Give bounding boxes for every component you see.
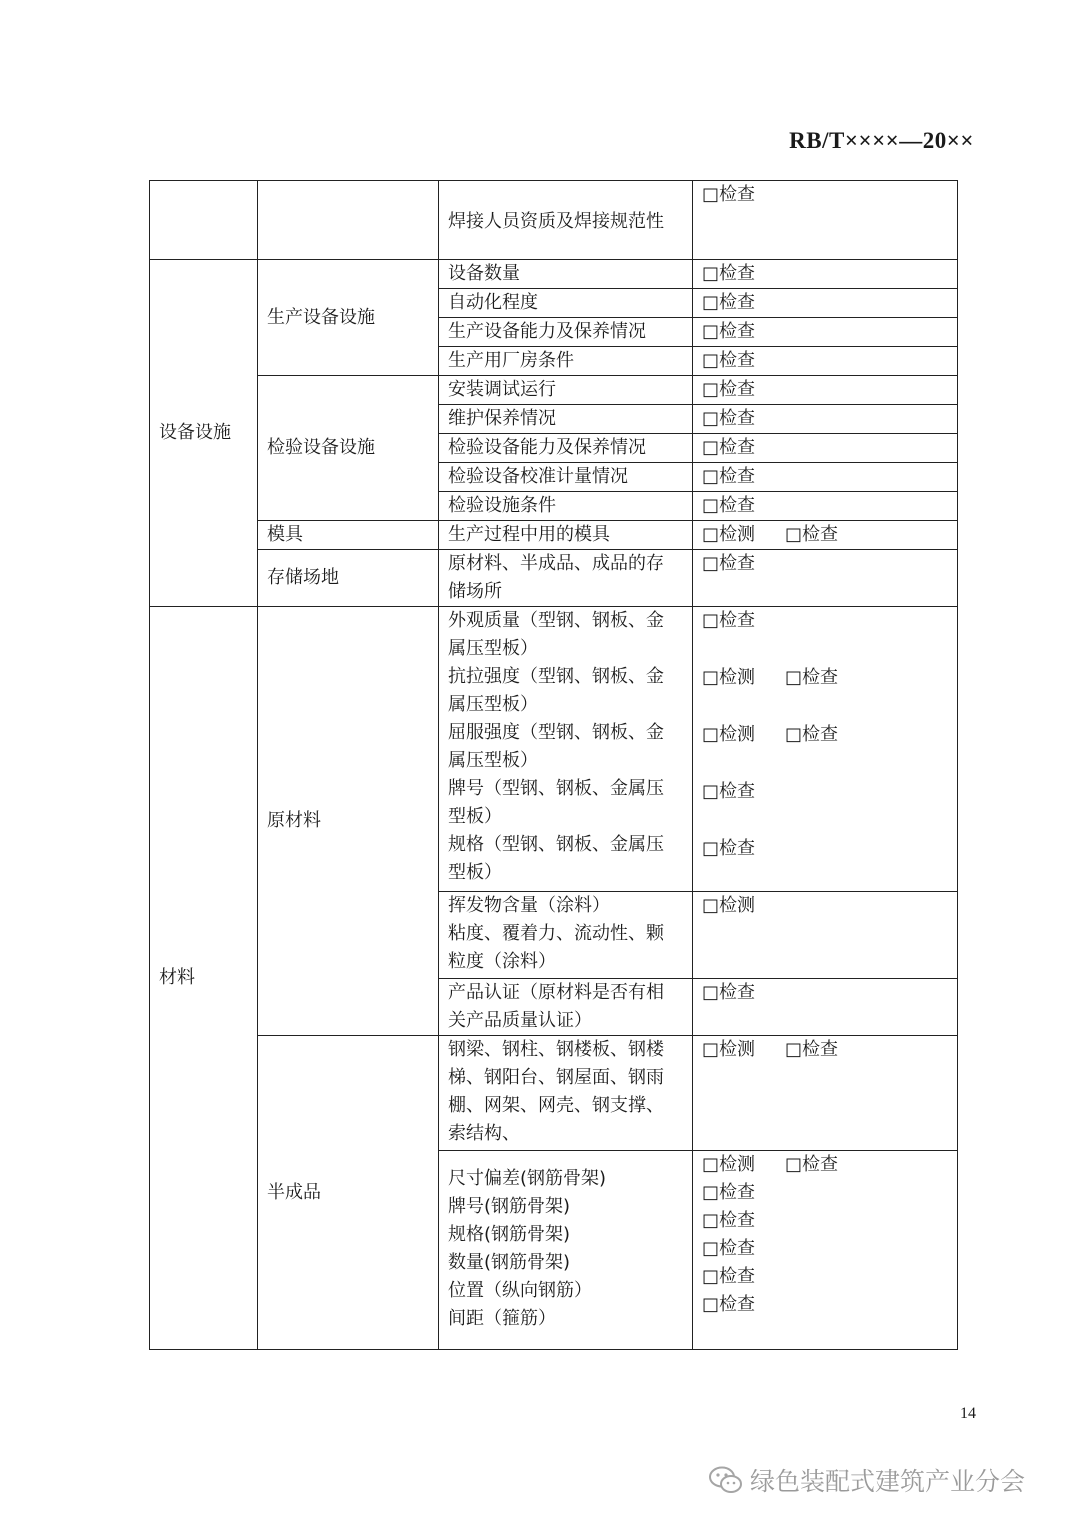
item-text: 检验设备校准计量情况 xyxy=(448,466,628,487)
table-row xyxy=(150,1036,958,1151)
method-checkbox: □检查 xyxy=(702,1294,756,1315)
category-materials xyxy=(150,607,258,1350)
method-checkbox: □检查 xyxy=(702,495,756,516)
item-cell xyxy=(439,1151,693,1350)
subcategory-label: 检验设备设施 xyxy=(267,437,375,458)
watermark xyxy=(708,1462,1025,1498)
item-text: 产品认证（原材料是否有相 xyxy=(448,982,664,1003)
item-text: 维护保养情况 xyxy=(448,408,556,429)
method-cell xyxy=(693,289,958,318)
item-text: 检验设备能力及保养情况 xyxy=(448,437,646,458)
item-text: 数量(钢筋骨架) xyxy=(448,1252,571,1273)
method-cell xyxy=(693,463,958,492)
item-text: 原材料、半成品、成品的存 xyxy=(448,553,664,574)
empty-cell xyxy=(150,181,258,260)
subcategory-inspection xyxy=(258,376,439,521)
item-text: 设备数量 xyxy=(448,263,520,284)
item-text: 粒度（涂料） xyxy=(448,951,556,972)
method-cell xyxy=(693,550,958,607)
item-cell xyxy=(439,260,693,289)
item-text: 属压型板） xyxy=(448,638,538,659)
subcategory-label: 存储场地 xyxy=(267,567,339,588)
subcategory-mold xyxy=(258,521,439,550)
method-checkbox: □检查 xyxy=(702,610,756,631)
item-cell xyxy=(439,492,693,521)
item-cell xyxy=(439,979,693,1036)
item-text: 焊接人员资质及焊接规范性 xyxy=(448,211,664,232)
method-checkbox: □检查 xyxy=(702,1182,756,1203)
subcategory-label: 模具 xyxy=(267,524,303,545)
item-text: 规格(钢筋骨架) xyxy=(448,1224,571,1245)
method-checkbox: □检查 xyxy=(702,184,756,205)
method-cell xyxy=(693,1151,958,1350)
method-cell xyxy=(693,405,958,434)
method-cell xyxy=(693,979,958,1036)
subcategory-storage xyxy=(258,550,439,607)
method-checkbox: □检查 xyxy=(702,1238,756,1259)
method-checkbox: □检查 xyxy=(702,408,756,429)
subcategory-label: 原材料 xyxy=(267,810,321,831)
item-text: 钢梁、钢柱、钢楼板、钢楼 xyxy=(448,1039,664,1060)
subcategory-raw-material xyxy=(258,607,439,1036)
method-checkbox: □检查 xyxy=(785,1154,839,1175)
item-cell xyxy=(439,607,693,892)
item-text: 棚、网架、网壳、钢支撑、 xyxy=(448,1095,664,1116)
method-checkbox: □检查 xyxy=(702,1210,756,1231)
method-checkbox: □检查 xyxy=(785,724,839,745)
category-label: 材料 xyxy=(159,967,195,988)
subcategory-production xyxy=(258,260,439,376)
method-cell xyxy=(693,1036,958,1151)
method-checkbox: □检查 xyxy=(702,350,756,371)
item-cell xyxy=(439,405,693,434)
method-checkbox: □检测 xyxy=(702,524,756,545)
item-text: 检验设施条件 xyxy=(448,495,556,516)
method-checkbox: □检测 xyxy=(702,1154,756,1175)
table-row xyxy=(150,521,958,550)
item-text: 牌号（型钢、钢板、金属压 xyxy=(448,778,664,799)
method-checkbox: □检查 xyxy=(785,1039,839,1060)
subcategory-label: 半成品 xyxy=(267,1181,321,1203)
method-cell xyxy=(693,347,958,376)
item-text: 型板） xyxy=(448,806,502,827)
item-text: 型板） xyxy=(448,862,502,883)
item-cell xyxy=(439,181,693,260)
item-text: 生产设备能力及保养情况 xyxy=(448,321,646,342)
table-row xyxy=(150,376,958,405)
item-text: 抗拉强度（型钢、钢板、金 xyxy=(448,666,664,687)
item-text: 尺寸偏差(钢筋骨架) xyxy=(448,1168,607,1189)
item-text: 屈服强度（型钢、钢板、金 xyxy=(448,722,664,743)
watermark-text: 绿色装配式建筑产业分会 xyxy=(750,1467,1026,1496)
item-cell xyxy=(439,434,693,463)
page-number: 14 xyxy=(960,1405,976,1422)
item-text: 生产用厂房条件 xyxy=(448,350,574,371)
item-text: 间距（箍筋） xyxy=(448,1308,556,1329)
category-label: 设备设施 xyxy=(159,422,231,443)
method-cell xyxy=(693,318,958,347)
empty-cell xyxy=(258,181,439,260)
item-cell xyxy=(439,892,693,979)
item-text: 自动化程度 xyxy=(448,292,538,313)
item-text: 储场所 xyxy=(448,581,502,602)
item-text: 索结构、 xyxy=(448,1123,520,1144)
method-cell xyxy=(693,607,958,892)
category-equipment xyxy=(150,260,258,607)
item-cell xyxy=(439,1036,693,1151)
item-text: 外观质量（型钢、钢板、金 xyxy=(448,610,664,631)
item-cell xyxy=(439,550,693,607)
item-text: 规格（型钢、钢板、金属压 xyxy=(448,834,664,855)
item-text: 属压型板） xyxy=(448,694,538,715)
item-text: 属压型板） xyxy=(448,750,538,771)
item-cell xyxy=(439,347,693,376)
item-cell xyxy=(439,521,693,550)
method-checkbox: □检查 xyxy=(702,838,756,859)
method-cell xyxy=(693,181,958,260)
method-checkbox: □检测 xyxy=(702,895,756,916)
item-cell xyxy=(439,463,693,492)
item-text: 挥发物含量（涂料） xyxy=(448,895,610,916)
document-code: RB/T××××—20×× xyxy=(789,128,974,153)
method-checkbox: □检查 xyxy=(702,321,756,342)
wechat-icon xyxy=(708,1465,744,1495)
item-text: 牌号(钢筋骨架) xyxy=(448,1196,571,1217)
item-text: 关产品质量认证） xyxy=(448,1010,592,1031)
item-text: 安装调试运行 xyxy=(448,379,556,400)
method-checkbox: □检查 xyxy=(702,553,756,574)
method-checkbox: □检测 xyxy=(702,724,756,745)
item-cell xyxy=(439,376,693,405)
method-checkbox: □检查 xyxy=(702,292,756,313)
table-row xyxy=(150,260,958,289)
method-cell xyxy=(693,260,958,289)
method-checkbox: □检查 xyxy=(702,437,756,458)
table-row xyxy=(150,607,958,892)
table-row xyxy=(150,550,958,607)
method-checkbox: □检测 xyxy=(702,667,756,688)
method-checkbox: □检查 xyxy=(702,781,756,802)
method-checkbox: □检查 xyxy=(702,263,756,284)
method-cell xyxy=(693,492,958,521)
method-checkbox: □检查 xyxy=(702,379,756,400)
inspection-table xyxy=(149,180,958,1350)
method-cell xyxy=(693,521,958,550)
item-text: 生产过程中用的模具 xyxy=(448,524,610,545)
subcategory-semi-finished xyxy=(258,1036,439,1350)
item-cell xyxy=(439,318,693,347)
table-row xyxy=(150,181,958,260)
method-checkbox: □检查 xyxy=(702,982,756,1003)
method-checkbox: □检测 xyxy=(702,1039,756,1060)
subcategory-label: 生产设备设施 xyxy=(267,306,375,328)
item-text: 梯、钢阳台、钢屋面、钢雨 xyxy=(448,1067,664,1088)
method-checkbox: □检查 xyxy=(702,466,756,487)
item-text: 粘度、覆着力、流动性、颗 xyxy=(448,923,664,944)
item-text: 位置（纵向钢筋） xyxy=(448,1280,592,1301)
item-cell xyxy=(439,289,693,318)
method-cell xyxy=(693,376,958,405)
method-cell xyxy=(693,434,958,463)
method-checkbox: □检查 xyxy=(702,1266,756,1287)
method-checkbox: □检查 xyxy=(785,524,839,545)
method-cell xyxy=(693,892,958,979)
method-checkbox: □检查 xyxy=(785,667,839,688)
